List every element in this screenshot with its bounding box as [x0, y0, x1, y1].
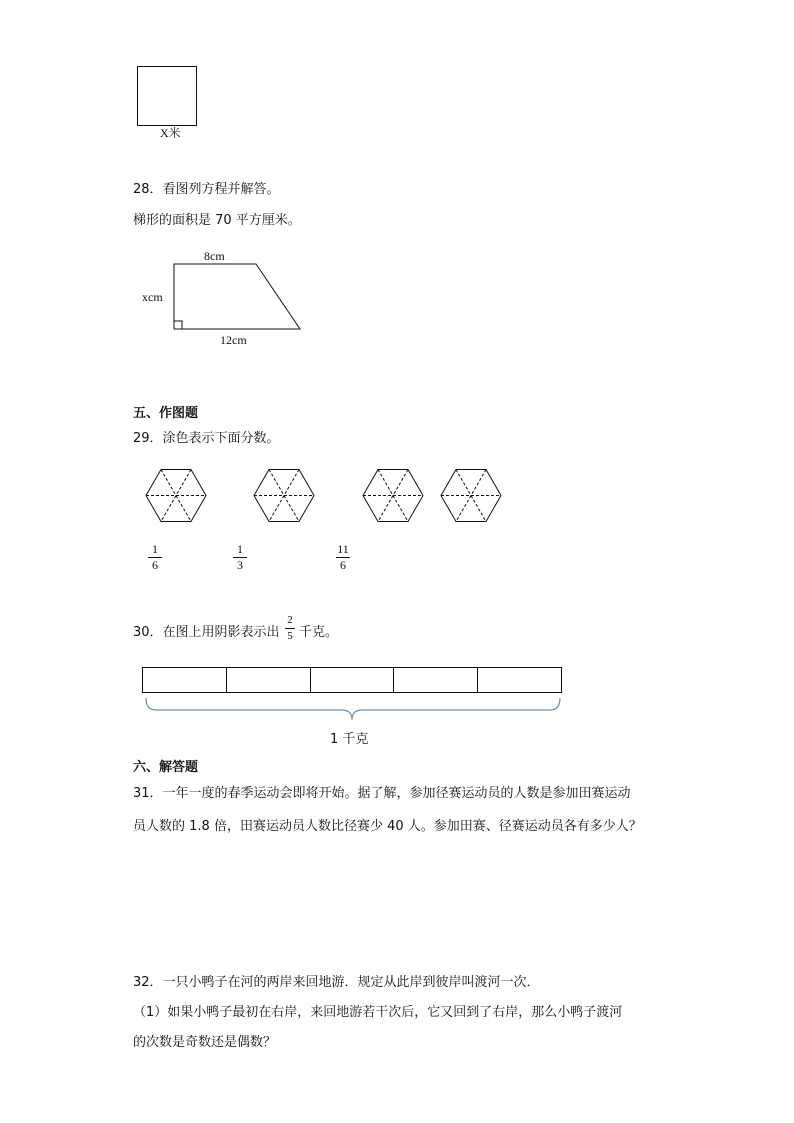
hexagon-3[interactable] [363, 470, 423, 522]
brace [0, 690, 794, 730]
hexagon-2[interactable] [254, 470, 314, 522]
section6-heading: 六、解答题 [133, 760, 199, 775]
fraction-numerator: 1 [152, 542, 158, 556]
section5-heading: 五、作图题 [133, 406, 199, 421]
q32-line3: 的次数是奇数还是偶数？ [133, 1035, 277, 1050]
fraction-denominator: 5 [287, 630, 293, 642]
square-side-label: X米 [160, 126, 181, 140]
q31-line2: 员人数的 1.8 倍，田赛运动员人数比径赛少 40 人。参加田赛、径赛运动员各有多少人？ [133, 819, 642, 834]
fraction-one-sixth [148, 543, 162, 572]
q29-title: 29．涂色表示下面分数。 [133, 431, 280, 446]
trapezoid-height-label: xcm [142, 290, 163, 304]
fraction-denominator: 6 [152, 558, 158, 572]
fraction-numerator: 11 [337, 542, 349, 556]
q32-line1: 32．一只小鸭子在河的两岸来回地游．规定从此岸到彼岸叫渡河一次． [133, 975, 540, 990]
q30-title-after: 千克。 [299, 625, 339, 640]
fraction-denominator: 3 [237, 558, 243, 572]
bar-segment-4[interactable] [394, 668, 478, 692]
q32-line2: （1）如果小鸭子最初在右岸，来回地游若干次后，它又回到了右岸，那么小鸭子渡河 [133, 1005, 623, 1020]
fraction-numerator: 2 [287, 614, 293, 626]
hexagon-set [0, 460, 794, 536]
brace-label: 1 千克 [330, 732, 369, 747]
trapezoid-figure [0, 0, 794, 360]
fraction-eleven-sixths [336, 543, 350, 572]
hexagon-4[interactable] [441, 470, 501, 522]
q30-fraction [285, 614, 295, 643]
q28-subtitle: 梯形的面积是 70 平方厘米。 [133, 213, 301, 228]
trapezoid-bottom-label: 12cm [220, 333, 247, 347]
bar-segment-5[interactable] [478, 668, 561, 692]
trapezoid-top-label: 8cm [204, 249, 225, 263]
bar-segment-3[interactable] [311, 668, 395, 692]
fraction-numerator: 1 [237, 542, 243, 556]
q31-line1: 31．一年一度的春季运动会即将开始。据了解，参加径赛运动员的人数是参加田赛运动 [133, 786, 631, 801]
bar-segment-2[interactable] [227, 668, 311, 692]
right-angle-mark [174, 321, 182, 329]
bar-segment-1[interactable] [143, 668, 227, 692]
fraction-denominator: 6 [340, 558, 346, 572]
fraction-one-third [233, 543, 247, 572]
q28-title: 28．看图列方程并解答。 [133, 182, 280, 197]
hexagon-1[interactable] [146, 470, 206, 522]
q30-title-before: 30．在图上用阴影表示出 [133, 625, 280, 640]
